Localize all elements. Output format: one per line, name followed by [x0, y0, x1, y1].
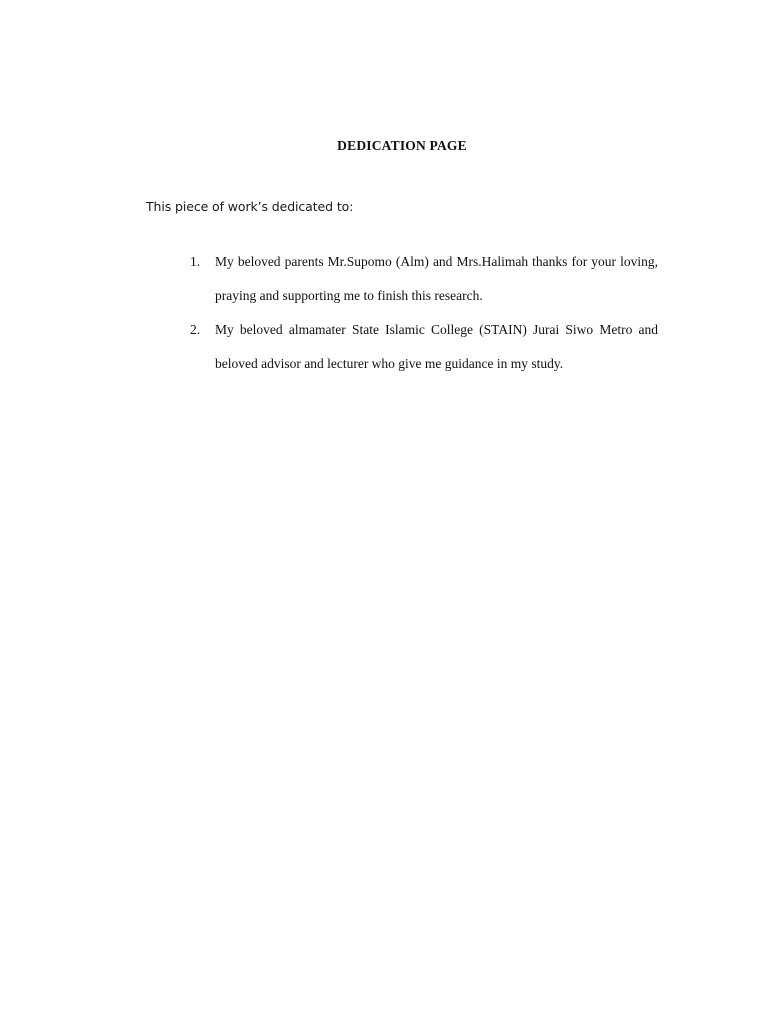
- page-title: DEDICATION PAGE: [337, 138, 467, 153]
- list-item-text: My beloved almamater State Islamic College (STAIN) Jurai Siwo Metro and beloved advisor and lecturer who give me guidance in my study.: [215, 322, 658, 371]
- list-item-number: 2.: [190, 322, 201, 337]
- list-item-number: 1.: [190, 254, 201, 269]
- dedication-list: [190, 245, 658, 381]
- list-item: [190, 313, 658, 381]
- list-item: [190, 245, 658, 313]
- intro-text: This piece of work’s dedicated to:: [146, 199, 354, 214]
- list-item-text: My beloved parents Mr.Supomo (Alm) and Mrs.Halimah thanks for your loving, praying and supporting me to finish this research.: [215, 254, 658, 303]
